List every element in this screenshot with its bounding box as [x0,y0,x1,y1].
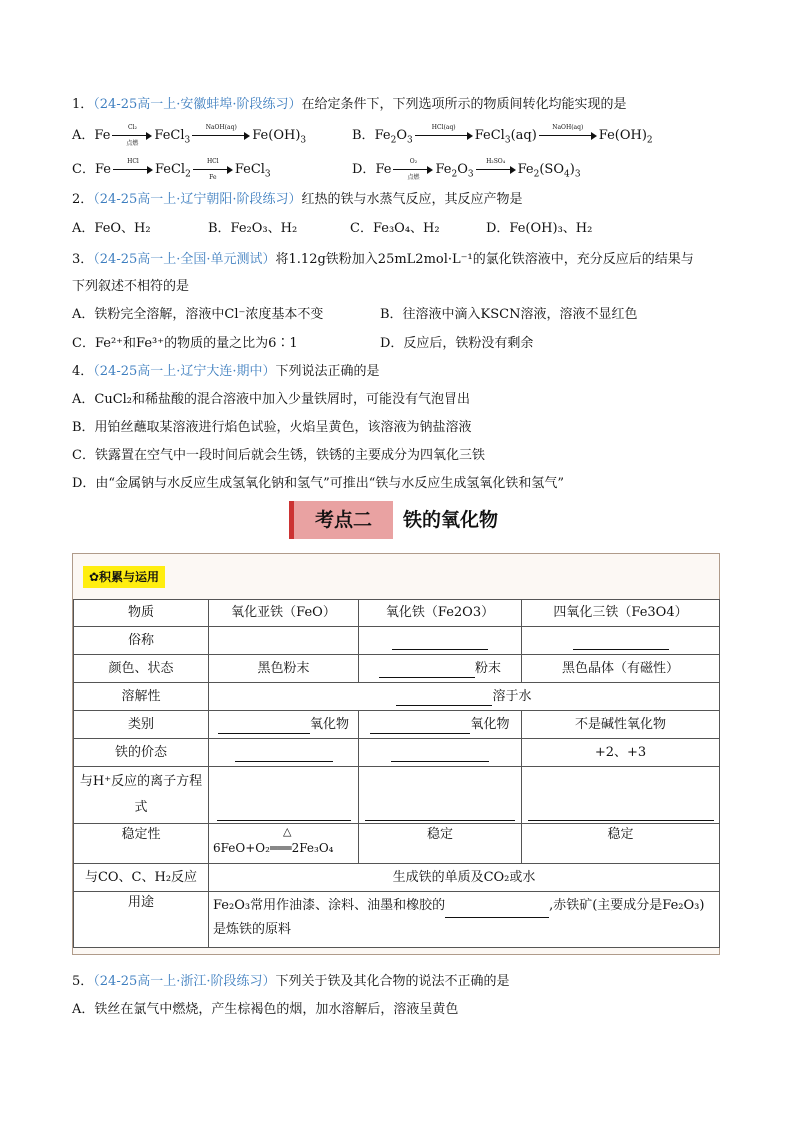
question-text: 在给定条件下，下列选项所示的物质间转化均能实现的是 [301,97,627,112]
table-row [74,739,720,767]
question-source: （24-25高一上·全国·单元测试） [93,252,276,267]
row-label: 与H⁺反应的离子方程式 [74,767,209,824]
question-source: （24-25高一上·浙江·阶段练习） [93,974,276,989]
reaction-arrow: O₂ 点燃 [393,165,433,175]
table-cell: 黑色粉末 [209,655,359,683]
option-c: C．Fe HCl FeCl$_2$ HCl Fe FeCl$_3$ [72,157,271,181]
reaction-arrow: HCl [113,165,153,175]
fill-blank[interactable] [359,739,522,767]
knowledge-box [72,553,720,955]
table-cell [209,824,359,864]
table-header: 四氧化三铁（Fe3O4） [522,600,720,627]
table-row [74,600,720,627]
question-2-stem: 2．（24-25高一上·辽宁朝阳·阶段练习）红热的铁与水蒸气反应，其反应产物是 [72,192,523,207]
question-3-stem-cont: 下列叙述不相符的是 [72,279,190,294]
fill-blank[interactable] [359,627,522,655]
option-a: A．铁丝在氯气中燃烧，产生棕褐色的烟，加水溶解后，溶液呈黄色 [72,1002,459,1017]
option-c: C．Fe₃O₄、H₂ [350,221,440,236]
fill-blank[interactable] [445,903,549,918]
table-row [74,767,720,824]
fill-blank[interactable] [396,691,492,706]
fill-blank[interactable] [359,767,522,824]
option-d: D．Fe O₂ 点燃 $Fe_2O_3$ H₂SO₄ $Fe_2(SO_4)_3$ [352,157,581,181]
reaction-arrow: HCl(aq) [415,131,473,141]
option-d: D．反应后，铁粉没有剩余 [380,336,534,351]
row-label: 俗称 [74,627,209,655]
table-cell: 氧化物 [209,711,359,739]
section-title: 铁的氧化物 [403,509,499,531]
table-cell: +2、+3 [522,739,720,767]
reaction-arrow: Cl₂ 点燃 [112,131,152,141]
option-c: C．Fe²⁺和Fe³⁺的物质的量之比为6∶1 [72,336,298,351]
question-1-stem [72,95,627,115]
table-row [74,864,720,892]
question-number: 1． [72,97,94,112]
table-cell: Fe₂O₃常用作油漆、涂料、油墨和橡胶的 ,赤铁矿(主要成分是Fe₂O₃) 是炼铁的原料 [209,892,720,948]
reaction-arrow: H₂SO₄ [476,165,516,175]
table-row [74,655,720,683]
option-a: A．CuCl₂和稀盐酸的混合溶液中加入少量铁屑时，可能没有气泡冒出 [72,392,471,407]
fill-blank[interactable] [209,767,359,824]
row-label: 类别 [74,711,209,739]
table-row [74,824,720,864]
table-cell [209,627,359,655]
equation: 6FeO+O₂═══2Fe₃O₄ [213,841,334,855]
row-label: 与CO、C、H₂反应 [74,864,209,892]
table-row [74,627,720,655]
option-d: D．由“金属钠与水反应生成氢氧化钠和氢气”可推出“铁与水反应生成氢氧化铁和氢气” [72,476,565,491]
table-cell: 粉末 [359,655,522,683]
table-header: 氧化亚铁（FeO） [209,600,359,627]
row-label: 用途 [74,892,209,948]
table-cell: 黑色晶体（有磁性） [522,655,720,683]
option-a: A．FeO、H₂ [72,221,151,236]
question-3-stem: 3．（24-25高一上·全国·单元测试）将1.12g铁粉加入25mL2mol·L⁻¹的氯化铁溶液中，充分反应后的结果与 [72,252,694,267]
row-label: 稳定性 [74,824,209,864]
row-label: 颜色、状态 [74,655,209,683]
option-b: B．Fe₂O₃、H₂ [208,221,298,236]
row-label: 铁的价态 [74,739,209,767]
question-5-stem: 5．（24-25高一上·浙江·阶段练习）下列关于铁及其化合物的说法不正确的是 [72,974,510,989]
table-row [74,892,720,948]
table-row [74,683,720,711]
question-4-stem: 4．（24-25高一上·辽宁大连·期中）下列说法正确的是 [72,364,380,379]
question-source: （24-25高一上·辽宁朝阳·阶段练习） [93,192,302,207]
table-header: 氧化铁（Fe2O3） [359,600,522,627]
fill-blank[interactable] [218,719,310,734]
reaction-arrow: HCl Fe [193,165,233,175]
heating-symbol: △ [283,825,292,838]
option-b: B．往溶液中滴入KSCN溶液，溶液不显红色 [380,307,638,322]
row-label: 溶解性 [74,683,209,711]
fill-blank[interactable] [370,719,470,734]
iron-oxides-table [73,599,720,948]
option-d: D．Fe(OH)₃、H₂ [486,221,593,236]
table-header: 物质 [74,600,209,627]
option-c: C．铁露置在空气中一段时间后就会生锈，铁锈的主要成分为四氧化三铁 [72,448,485,463]
question-source: （24-25高一上·安徽蚌埠·阶段练习） [93,97,302,112]
option-b: B．$Fe_2O_3$ HCl(aq) FeCl$_3$(aq) NaOH(aq) $Fe(OH)_2$ [352,123,653,146]
table-cell: 溶于水 [209,683,720,711]
box-heading: ✿积累与运用 [83,566,165,588]
table-row [74,711,720,739]
table-cell: 不是碱性氧化物 [522,711,720,739]
table-cell: 稳定 [359,824,522,864]
question-source: （24-25高一上·辽宁大连·期中） [93,364,276,379]
option-a: A．Fe Cl₂ 点燃 FeCl$_3$ NaOH(aq) $Fe(OH)_3$ [72,123,307,147]
reaction-arrow: NaOH(aq) [192,131,250,141]
reaction-arrow: NaOH(aq) [539,131,597,141]
table-cell: 氧化物 [359,711,522,739]
section-tag: 考点二 [289,501,393,539]
fill-blank[interactable] [522,767,720,824]
fill-blank[interactable] [209,739,359,767]
fill-blank[interactable] [379,663,475,678]
table-cell: 稳定 [522,824,720,864]
table-cell: 生成铁的单质及CO₂或水 [209,864,720,892]
option-b: B．用铂丝蘸取某溶液进行焰色试验，火焰呈黄色，该溶液为钠盐溶液 [72,420,472,435]
fill-blank[interactable] [522,627,720,655]
option-a: A．铁粉完全溶解，溶液中Cl⁻浓度基本不变 [72,307,324,322]
